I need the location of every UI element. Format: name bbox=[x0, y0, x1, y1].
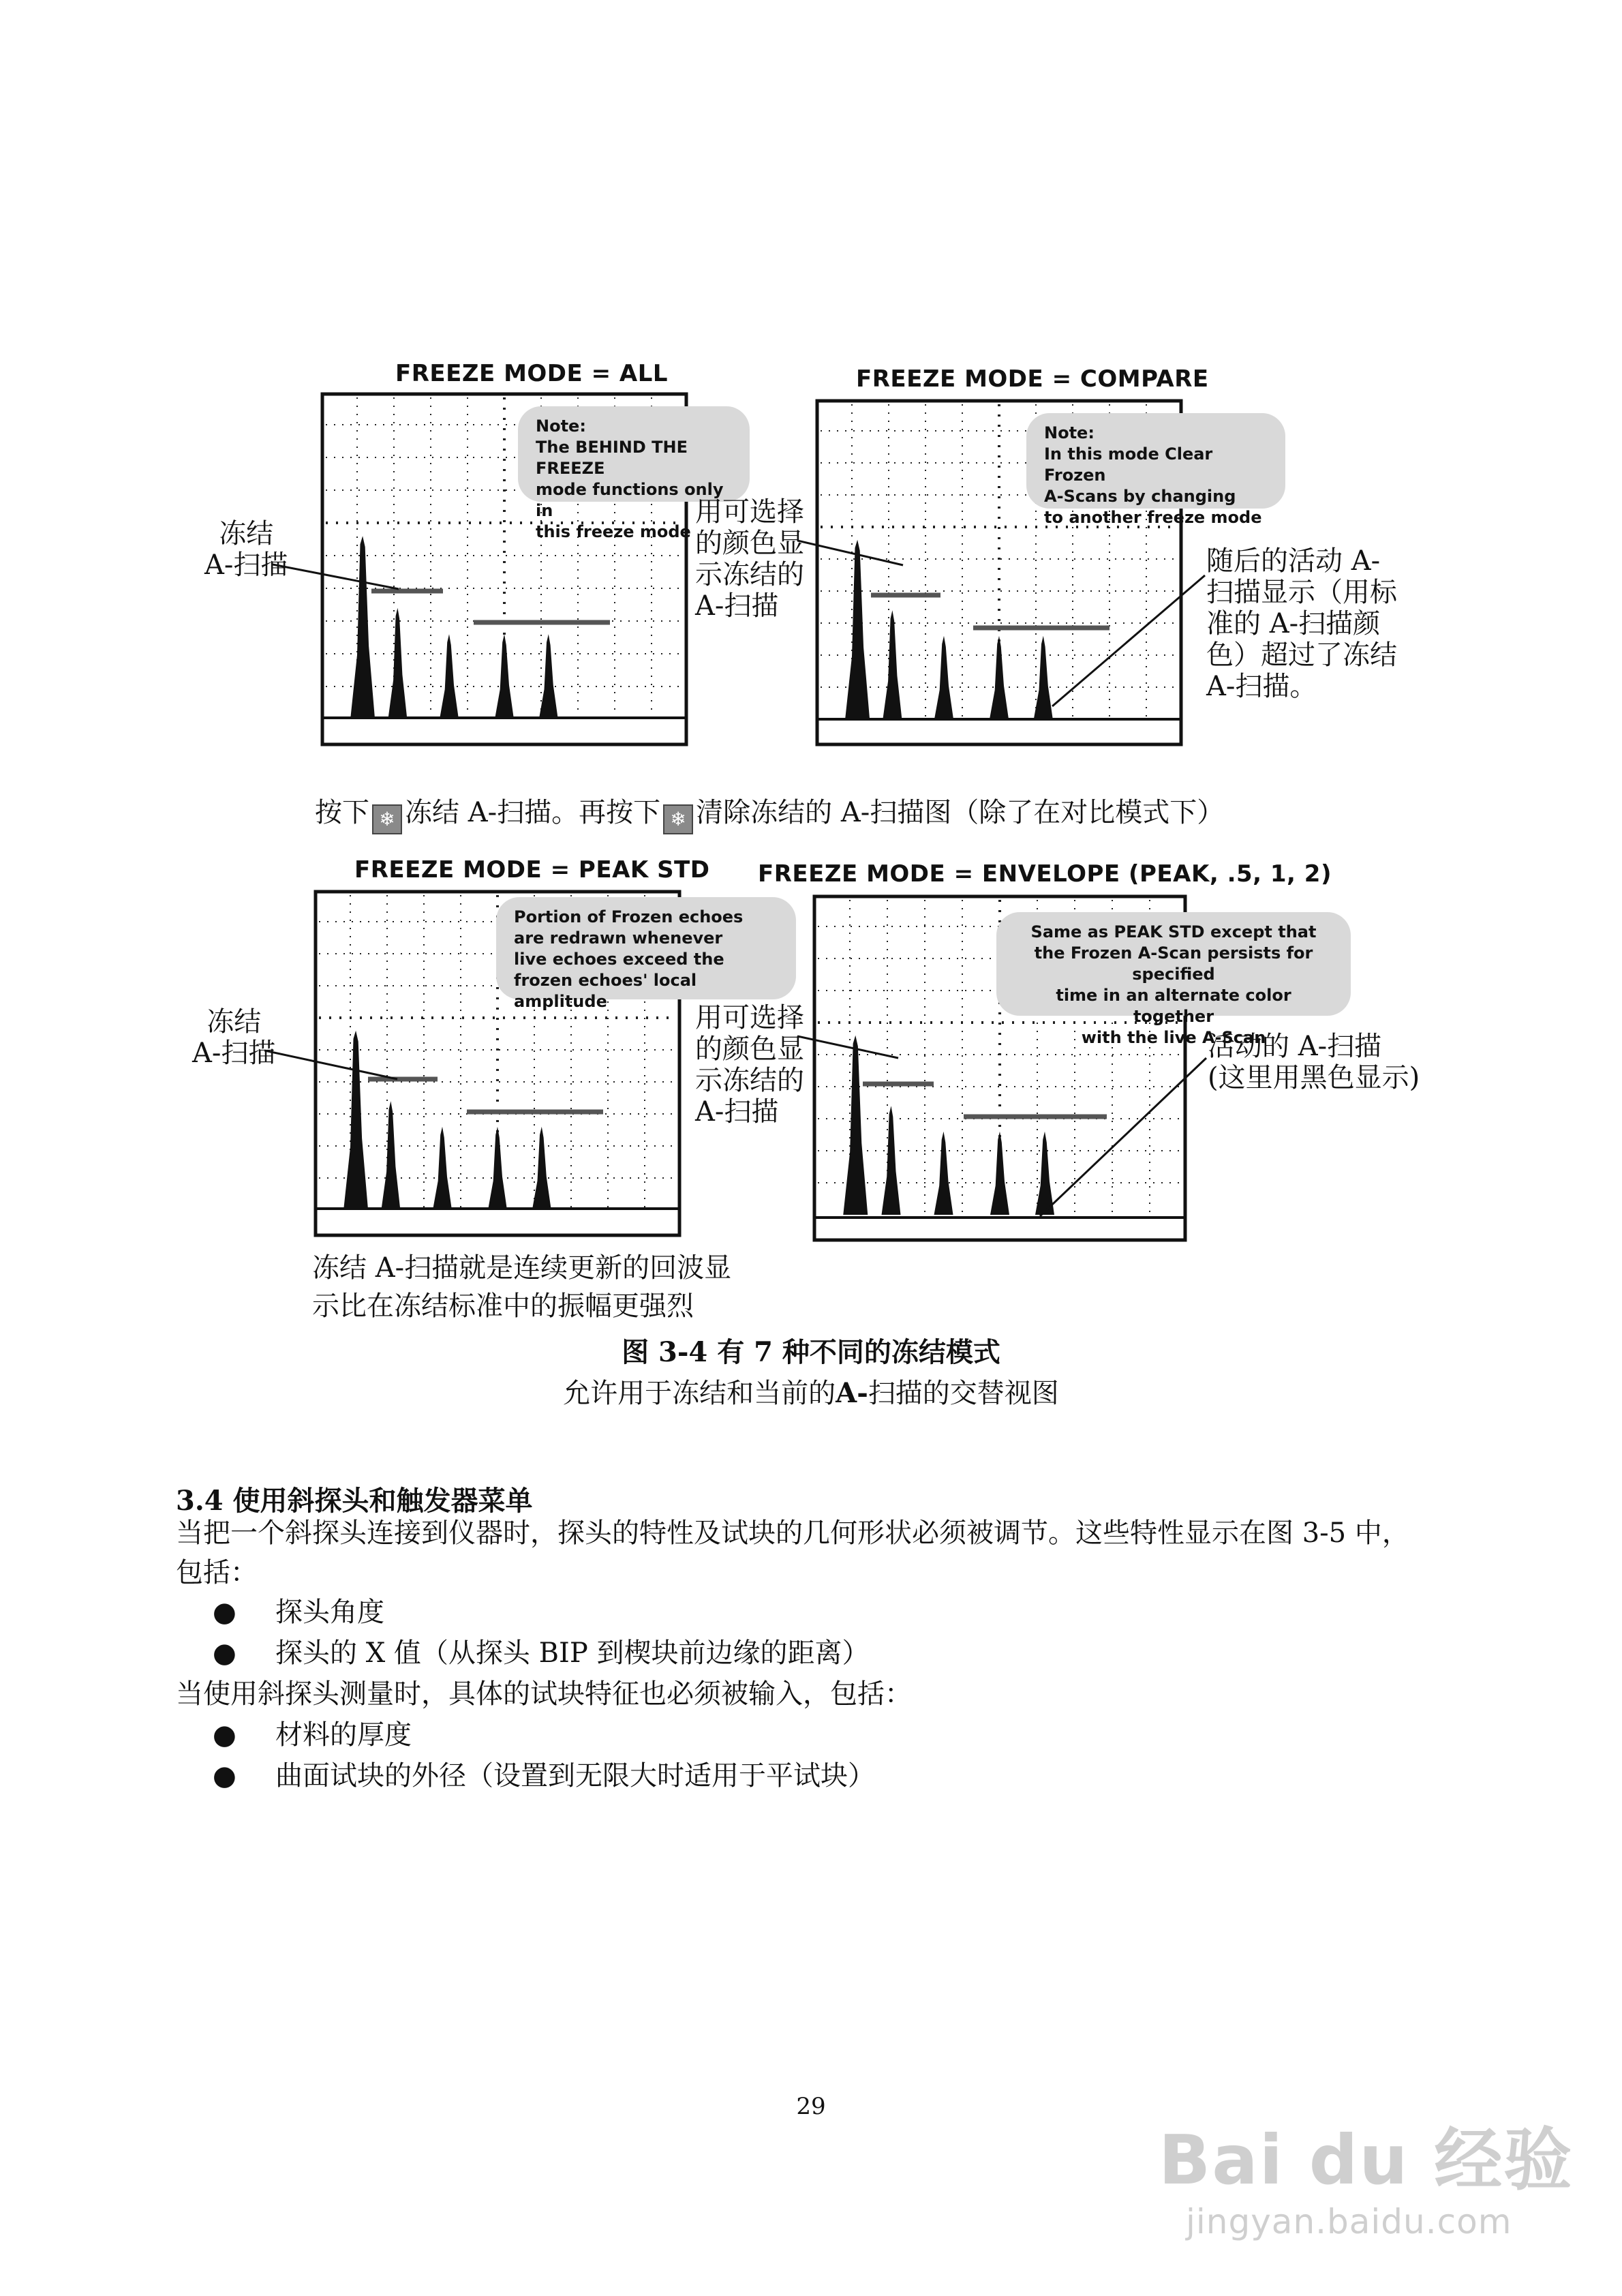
bullet-dot: ● bbox=[213, 1760, 236, 1792]
echo-peak bbox=[934, 636, 953, 719]
bullet-dot: ● bbox=[213, 1719, 236, 1751]
caption-you: 有 bbox=[717, 1336, 745, 1368]
fig2-title: FREEZE MODE = COMPARE bbox=[856, 365, 1209, 393]
fig3-left-pointer bbox=[264, 1046, 408, 1087]
row1-caption-prefix: 按下 bbox=[315, 797, 369, 828]
fig4-right-label: 活动的 A-扫描 (这里用黑色显示) bbox=[1208, 1031, 1420, 1093]
watermark-logo: Bai du 经验 bbox=[1159, 2120, 1574, 2200]
caption-line2-bold: A- bbox=[836, 1377, 868, 1409]
bullet-dot: ● bbox=[213, 1637, 236, 1669]
page-number: 29 bbox=[796, 2093, 826, 2120]
fig1-left-pointer bbox=[273, 559, 409, 600]
echo-peak bbox=[532, 1127, 551, 1210]
fig1-left-label: 冻结 A-扫描 bbox=[204, 518, 288, 581]
echo-peak bbox=[440, 634, 459, 719]
echo-peak bbox=[990, 636, 1009, 719]
echo-peak bbox=[433, 1127, 452, 1210]
bullet-text: 材料的厚度 bbox=[275, 1719, 412, 1751]
list-item bbox=[0, 1592, 1622, 1632]
freeze-icon: ❄ bbox=[372, 804, 402, 834]
bullet-text: 曲面试块的外径（设置到无限大时适用于平试块） bbox=[275, 1760, 875, 1792]
fig3-left-label: 冻结 A-扫描 bbox=[192, 1006, 276, 1069]
freeze-icon: ❄ bbox=[663, 804, 693, 834]
section-number: 3.4 bbox=[176, 1485, 224, 1517]
fig1-note: Note: The BEHIND THE FREEZE mode functions only in this freeze mode bbox=[518, 406, 750, 502]
echo-peak bbox=[934, 1132, 953, 1215]
fig1-right-label: 用可选择 的颜色显 示冻结的 A-扫描 bbox=[695, 496, 804, 622]
row1-caption-mid: 冻结 A-扫描。再按下 bbox=[405, 797, 661, 828]
fig4-left-pointer bbox=[797, 1031, 920, 1072]
fig2-right-pointer bbox=[1050, 573, 1213, 709]
list-item bbox=[0, 1715, 1622, 1755]
echo-peak bbox=[990, 1132, 1009, 1215]
fig4-note: Same as PEAK STD except that the Frozen A-Scan persists for specified time in an alternate color together with the live A-Scan bbox=[996, 912, 1351, 1016]
row1-caption-suffix: 清除冻结的 A-扫描图（除了在对比模式下） bbox=[696, 797, 1225, 828]
fig3-title: FREEZE MODE = PEAK STD bbox=[354, 856, 710, 883]
section-intro-line2: 包括： bbox=[176, 1557, 258, 1588]
fig1-title: FREEZE MODE = ALL bbox=[395, 360, 669, 387]
figure-caption-line2 bbox=[0, 1372, 1622, 1410]
bullet-text: 探头的 X 值（从探头 BIP 到楔块前边缘的距离） bbox=[275, 1637, 870, 1669]
section-heading bbox=[176, 1479, 533, 1518]
fig3-right-label: 用可选择 的颜色显 示冻结的 A-扫描 bbox=[695, 1002, 804, 1128]
fig4-right-pointer bbox=[1036, 1055, 1213, 1219]
fig2-right-label: 随后的活动 A- 扫描显示（用标 准的 A-扫描颜 色）超过了冻结 A-扫描。 bbox=[1206, 545, 1397, 702]
bullet-text: 探头角度 bbox=[275, 1597, 384, 1628]
caption-modes-text: 种不同的冻结模式 bbox=[782, 1336, 1000, 1368]
caption-line2-pre: 允许用于冻结和当前的 bbox=[563, 1378, 836, 1409]
list-item bbox=[0, 1756, 1622, 1796]
caption-fig-number: 3-4 bbox=[658, 1336, 708, 1368]
caption-count: 7 bbox=[754, 1336, 773, 1368]
row1-caption bbox=[315, 791, 1224, 834]
list-item bbox=[0, 1633, 1622, 1673]
figure-caption-line1 bbox=[0, 1331, 1622, 1370]
watermark-url: jingyan.baidu.com bbox=[1186, 2202, 1512, 2241]
section-mid-text: 当使用斜探头测量时，具体的试块特征也必须被输入，包括： bbox=[176, 1678, 912, 1710]
echo-peak bbox=[388, 608, 407, 719]
echo-peak bbox=[495, 634, 514, 719]
fig4-title: FREEZE MODE = ENVELOPE (PEAK, .5, 1, 2) bbox=[758, 860, 1332, 888]
echo-peak bbox=[882, 1106, 901, 1215]
bullet-dot: ● bbox=[213, 1597, 236, 1628]
echo-peak bbox=[883, 610, 902, 719]
section-title: 使用斜探头和触发器菜单 bbox=[232, 1485, 533, 1517]
echo-peak bbox=[488, 1127, 507, 1210]
echo-peak bbox=[381, 1101, 400, 1210]
fig2-left-pointer bbox=[797, 535, 920, 576]
fig3-bottom-label: 冻结 A-扫描就是连续更新的回波显 示比在冻结标准中的振幅更强烈 bbox=[312, 1252, 732, 1322]
caption-fig-word: 图 bbox=[622, 1336, 649, 1368]
caption-line2-post: 扫描的交替视图 bbox=[868, 1378, 1059, 1409]
fig3-note: Portion of Frozen echoes are redrawn whenever live echoes exceed the frozen echoes' local amplitude bbox=[496, 897, 796, 999]
section-intro-line1: 当把一个斜探头连接到仪器时，探头的特性及试块的几何形状必须被调节。这些特性显示在图 3-5 中， bbox=[176, 1517, 1409, 1549]
fig2-note: Note: In this mode Clear Frozen A-Scans by changing to another freeze mode bbox=[1026, 413, 1285, 509]
